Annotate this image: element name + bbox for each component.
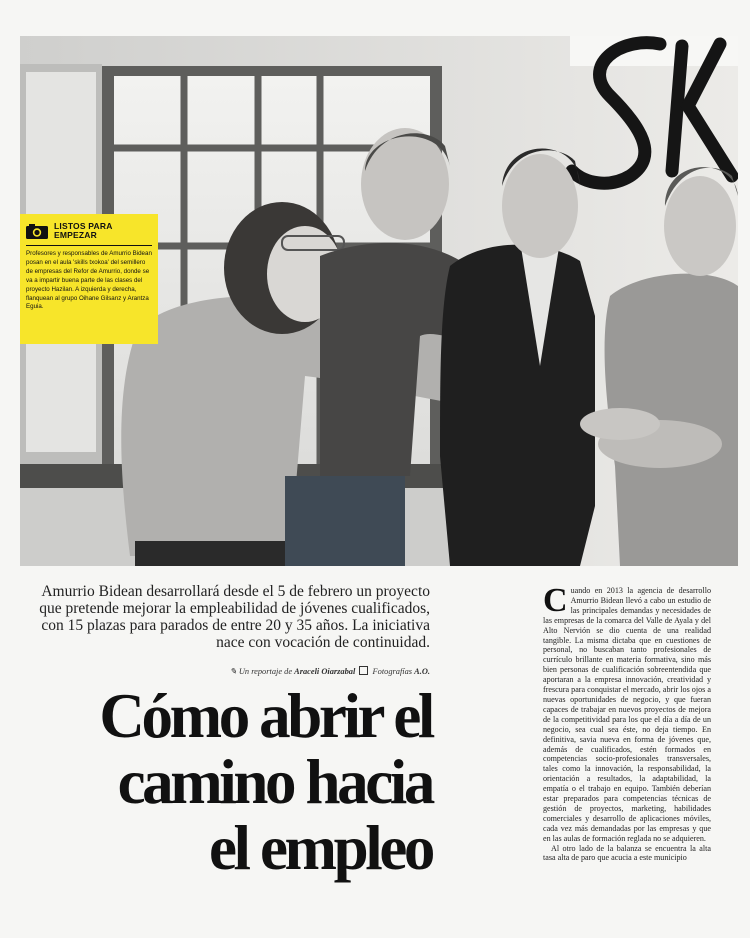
headline-line: camino hacia	[117, 747, 432, 817]
pencil-icon: ✎	[229, 667, 237, 676]
drop-cap: C	[543, 582, 568, 619]
byline-prefix: Un reportaje de	[238, 667, 293, 676]
body-paragraph-text: uando en 2013 la agencia de desarrollo Amurrio Bidean llevó a cabo un estudio de las principales demandas y necesidades de las empresas de la comarca del Valle de Ayala y del Alto Nervión se dio cuenta de una realidad tangible. La misma dictaba que en cuestiones de personal, no buscaban tanto profesionales de currículo brillante en materia formativa, sino más bien personas de cualificación sobreentendida que aportaran a la empresa innovación, creatividad y frescura para conquistar el mercado, abrir los ojos a nuevas oportunidades de negocio, y que fueran capaces de trabajar en nuevos proyectos de mejora de la competitividad para los que el día a día de un negocio, sea cual sea éste, no deja tiempo. En definitiva, savia nueva en forma de jóvenes que, además de cualificados, estén formados en competencias socio-profesionales transversales, tales como la innovación, la responsabilidad, la orientación a resultados, la adaptabilidad, la empatía o el trabajo en equipo. También deberían estar preparados para competencias técnicas de gestión de proyectos, marketing, habilidades comerciales y desarrollo de aplicaciones móviles, cada vez más demandadas por las empresas y que en las aulas de formación reglada no se adquieren.	[543, 586, 711, 843]
headline-line: Cómo abrir el	[99, 681, 432, 751]
caption-divider	[26, 245, 152, 246]
intro-standfirst: Amurrio Bidean desarrollará desde el 5 de febrero un proyecto que pretende mejorar la empleabilidad de jóvenes cualificados, con 15 plazas para parados de entre 20 y 35 años. La iniciativa nace con vocación de continuidad.	[39, 583, 430, 651]
photo-caption-box	[20, 214, 158, 344]
body-paragraph	[543, 582, 711, 844]
body-paragraph: Al otro lado de la balanza se encuentra la alta tasa alta de paro que acucia a este municipio	[543, 843, 711, 863]
byline	[140, 666, 430, 676]
camera-icon	[26, 223, 48, 239]
byline-author: Araceli Oiarzabal	[294, 667, 356, 676]
headline-line: el empleo	[208, 813, 432, 883]
byline-photographer: A.O.	[414, 667, 430, 676]
caption-text: Profesores y responsables de Amurrio Bidean posan en el aula 'skills txokoa' del semillero de empresas del Refor de Amurrio, donde se va a impartir buena parte de las clases del proyecto Hazilan. A izquierda y derecha, flanquean al grupo Oihane Gilsanz y Arantza Eguia.	[26, 250, 152, 311]
photo-square-icon	[359, 666, 368, 675]
caption-title: LISTOS PARA EMPEZAR	[54, 221, 113, 240]
article-body	[543, 582, 711, 863]
headline	[18, 683, 432, 881]
byline-photo-prefix: Fotografías	[372, 667, 413, 676]
